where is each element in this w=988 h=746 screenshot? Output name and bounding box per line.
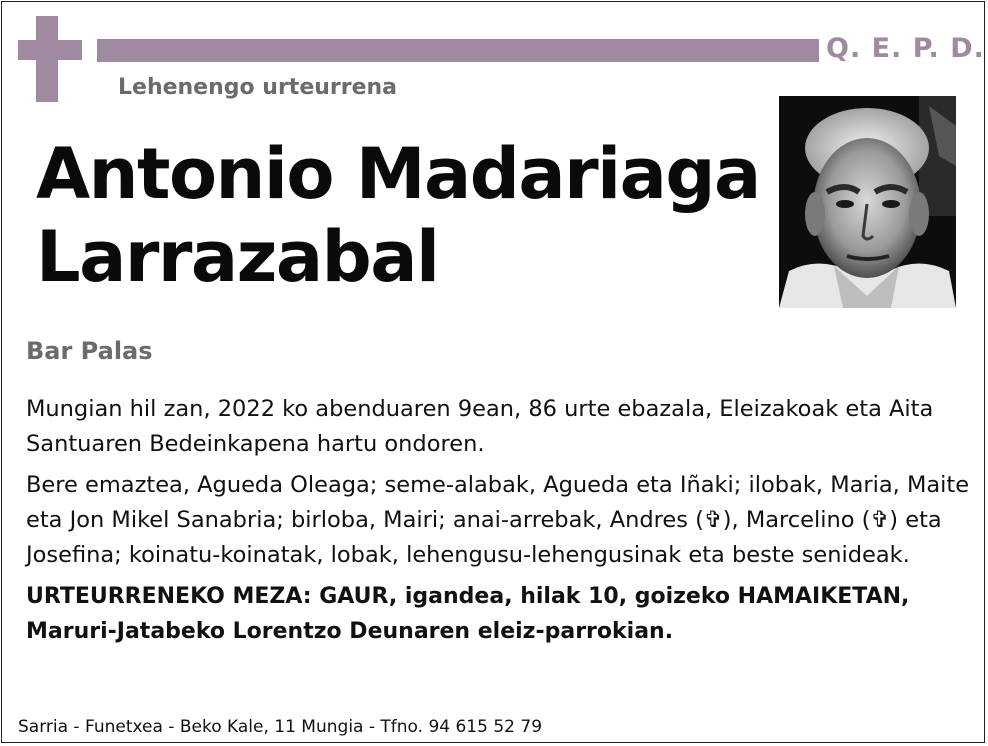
nickname-label: Bar Palas [26, 337, 153, 365]
subtitle: Lehenengo urteurrena [118, 75, 398, 100]
mass-announcement: URTEURRENEKO MEZA: GAUR, igandea, hilak 10, goizeko HAMAIKETAN, Maruri-Jatabeko Lorentzo Deunaren eleiz-parrokian. [26, 584, 910, 644]
name-line-1: Antonio Madariaga [36, 133, 760, 215]
portrait-photo [779, 96, 956, 308]
cross-icon [18, 16, 82, 102]
header-rule [97, 39, 819, 62]
death-notice-paragraph: Mungian hil zan, 2022 ko abenduaren 9ean, 86 urte ebazala, Eleizakoak eta Aita Santuaren Bedeinkapena hartu ondoren. [26, 396, 934, 457]
funeral-home-footer: Sarria - Funetxea - Beko Kale, 11 Mungia - Tfno. 94 615 52 79 [18, 717, 543, 737]
name-line-2: Larrazabal [36, 216, 439, 298]
deceased-name [36, 133, 760, 299]
qepd-label: Q. E. P. D. [826, 33, 985, 64]
obituary-body [26, 392, 970, 655]
family-paragraph: Bere emaztea, Agueda Oleaga; seme-alabak, Agueda eta Iñaki; ilobak, Maria, Maite eta Jon Mikel Sanabria; birloba, Mairi; anai-arrebak, Andres (✞), Marcelino (✞) eta Josefina; koinatu-koinatak, lobak, lehengusu-lehengusinak eta beste senideak. [26, 472, 970, 568]
